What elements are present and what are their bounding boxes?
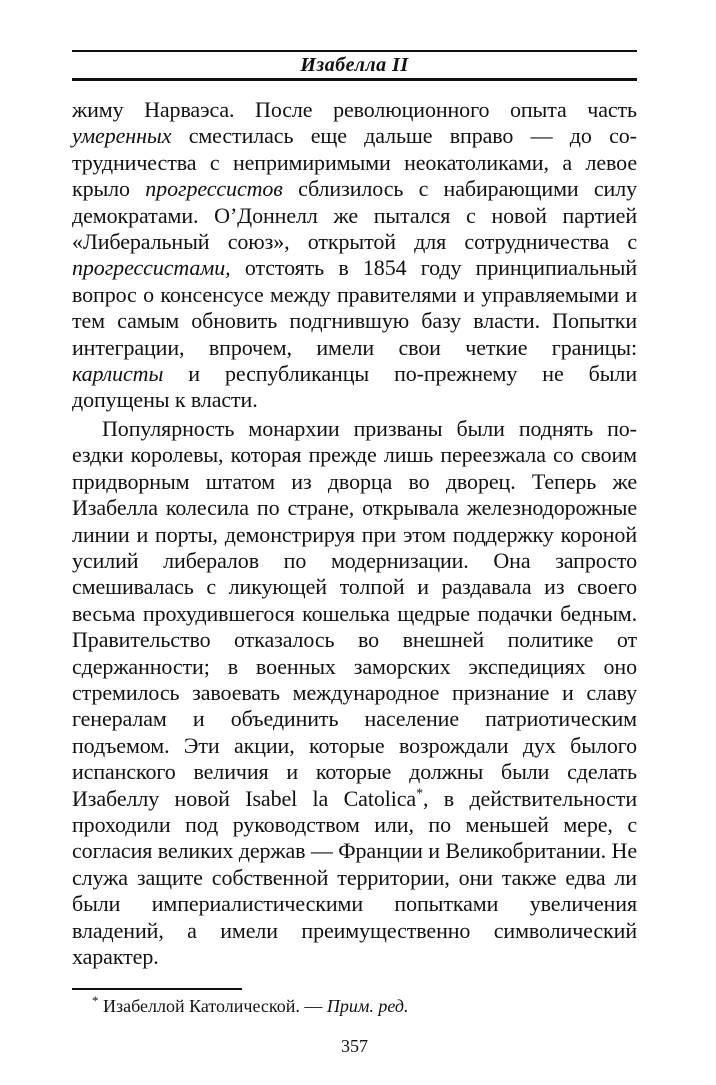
p1-text-4: отстоять в 1854 году принципиальный вопрос о консенсусе между правителями и управляемыми и тем самым обновить подгнившую базу власти. Попытки интеграции, впрочем, имели свои четкие границы: [72,255,637,360]
p1-text-5: и республиканцы по-прежнему не были допущены к власти. [72,361,637,413]
p1-em-2: прогрессистов [145,176,283,202]
paragraph-1 [72,97,637,414]
p1-em-4: карлисты [72,361,164,387]
footnote-separator [72,988,242,990]
p1-text-3: сблизилось с набирающими силу демократами. О’Доннелл же пытался с новой партией «Либеральный союз», открытой для сотрудничества с [72,176,637,255]
footnote-marker: * [92,993,99,1008]
footnote-editor-note: Прим. ред. [326,996,409,1016]
p1-text-2: сместилась еще дальше вправо — до сотрудничества с непримиримыми неокатоликами, а левое крыло [72,123,637,202]
p1-em-1: умеренных [72,123,172,149]
footnote-reference-marker[interactable]: * [416,786,423,802]
footnote-text: Изабеллой Католической. — [98,996,327,1016]
p1-text-1: жиму Нарваэса. После революционного опыта часть [72,97,637,122]
p2-text-1: Популярность монархии призваны были поднять поездки королевы, которая прежде лишь переезжала со своим придворным штатом из дворца во дворец. Теперь же Изабелла колесила по стране, открывала железнодорожные линии и порты, демонстрируя при этом поддержку короной усилий либералов по модернизации. Она запросто смешивалась с ликующей толпой и раздавала из своего весьма прохудившегося кошелька щедрые подачки бедным. Правительство отказалось во внешней политике от сдержанности; в военных заморских экспедициях оно стремилось завоевать международное признание и славу генералам и объединить население патриотическим подъемом. Эти акции, которые возрождали дух былого испанского величия и которые должны были сделать Изабеллу новой Isabel la Catolica [72,415,637,811]
header-rule-bottom [72,78,637,81]
footnote [92,995,632,1017]
header-rule-top [72,50,637,52]
page-number: 357 [341,1036,368,1056]
paragraph-2 [72,416,637,971]
p1-em-3: прогрессистами, [72,255,231,281]
running-title: Изабелла II [300,54,409,76]
main-text [72,97,637,970]
p2-text-2: , в действительности проходили под руководством или, по меньшей мере, с согласия великих держав — Франции и Великобритании. Не служа защите собственной территории, они также едва ли были империалистическими попытками увеличения владений, а имели преимущественно символический характер. [72,785,637,969]
